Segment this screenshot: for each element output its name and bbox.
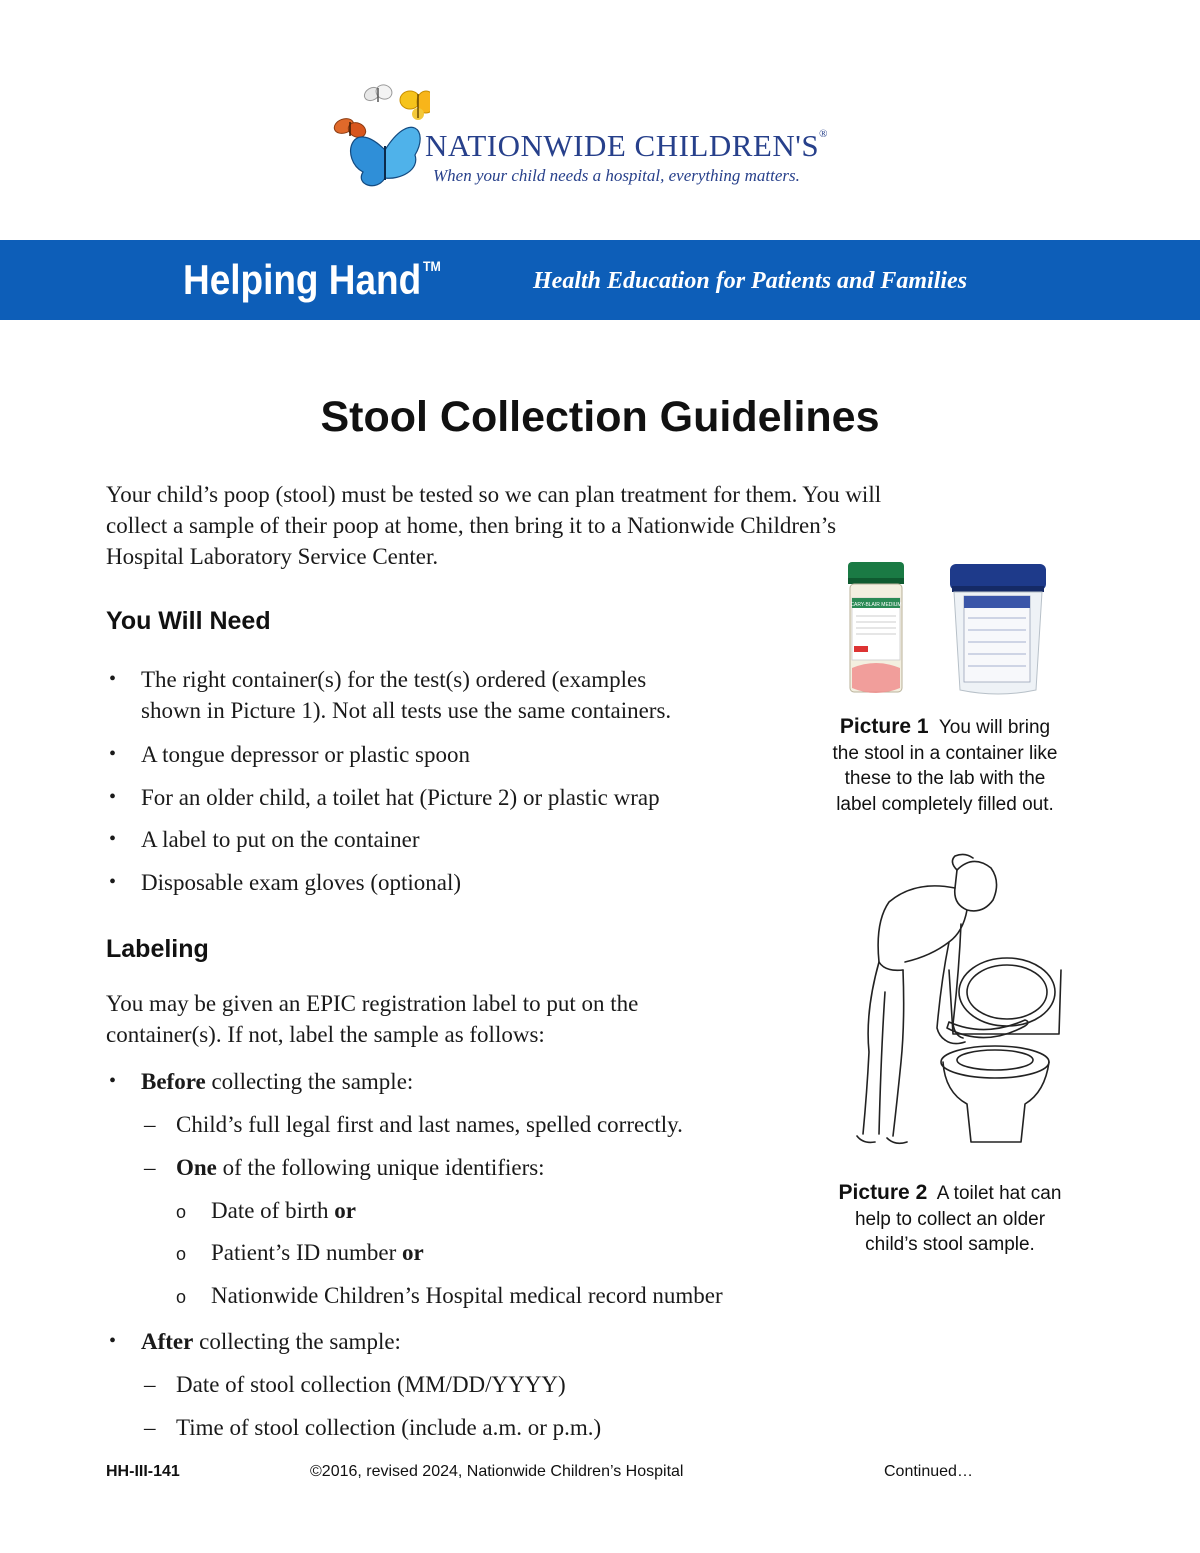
logo-wordmark-2: CHILDREN'S — [634, 128, 820, 163]
caption-text: child’s stool sample. — [865, 1234, 1035, 1255]
section-heading-labeling: Labeling — [106, 935, 209, 963]
picture-1-containers-image — [840, 558, 1060, 703]
labeling-intro-line: container(s). If not, label the sample as follows: — [106, 1022, 545, 1047]
identifier-text: Nationwide Children’s Hospital medical record number — [211, 1283, 723, 1308]
bold-before: Before — [141, 1069, 206, 1094]
sub-list-item: Date of stool collection (MM/DD/YYYY) — [176, 1372, 566, 1397]
picture-1-label: Picture 1 — [839, 715, 929, 738]
document-code: HH-III-141 — [106, 1463, 180, 1480]
intro-line: Your child’s poop (stool) must be tested so we can plan treatment for them. You will — [106, 482, 882, 507]
tube-label-text: CARY-BLAIR MEDIUM — [850, 602, 902, 608]
before-text: collecting the sample: — [205, 1069, 414, 1094]
identifier-or: or — [334, 1198, 356, 1223]
bullet-icon: • — [109, 871, 117, 893]
bullet-icon: • — [109, 786, 117, 808]
bold-after: After — [141, 1329, 194, 1354]
bullet-icon: • — [109, 743, 117, 765]
bullet-icon: • — [109, 668, 117, 690]
picture-2-caption — [810, 1180, 1090, 1258]
registered-mark: ® — [819, 128, 828, 140]
identifier-text: Patient’s ID number — [211, 1240, 402, 1265]
identifier-item — [211, 1280, 723, 1311]
section-heading-you-will-need: You Will Need — [106, 607, 271, 635]
bullet-icon: • — [109, 828, 117, 850]
list-item-after — [141, 1326, 401, 1357]
need-list — [106, 664, 806, 904]
bullet-icon: • — [109, 1330, 117, 1352]
bold-one: One — [176, 1155, 217, 1180]
copyright: ©2016, revised 2024, Nationwide Children’s Hospital — [310, 1463, 684, 1480]
list-item: Disposable exam gloves (optional) — [141, 870, 462, 895]
caption-text: the stool in a container like — [832, 742, 1058, 764]
caption-text: label completely filled out. — [836, 793, 1054, 815]
caption-text: help to collect an older — [854, 1208, 1046, 1230]
dash-icon: – — [144, 1155, 156, 1180]
identifier-text: Date of birth — [211, 1198, 335, 1223]
banner-title-text: Helping Hand — [183, 256, 422, 303]
butterflies-icon — [330, 78, 430, 193]
picture-1-caption — [810, 714, 1080, 817]
logo-tagline: When your child needs a hospital, everything matters. — [433, 166, 800, 185]
picture-2-toilet-hat-drawing — [845, 852, 1070, 1152]
banner-title — [183, 256, 441, 304]
intro-line: collect a sample of their poop at home, then bring it to a Nationwide Children’s — [106, 513, 837, 538]
trademark-mark: TM — [422, 258, 441, 274]
sub-list-item — [176, 1152, 545, 1183]
circle-bullet-icon: o — [176, 1287, 187, 1307]
list-item: The right container(s) for the test(s) ordered (examples — [141, 667, 647, 692]
banner-subtitle: Health Education for Patients and Families — [533, 268, 968, 294]
bullet-icon: • — [109, 1070, 117, 1092]
continued-note: Continued… — [884, 1463, 973, 1480]
intro-line: Hospital Laboratory Service Center. — [106, 544, 439, 569]
caption-text: these to the lab with the — [844, 768, 1046, 789]
labeling-intro — [106, 988, 806, 1050]
list-item: A tongue depressor or plastic spoon — [141, 742, 470, 767]
hospital-logo — [330, 78, 830, 193]
one-text: of the following unique identifiers: — [216, 1155, 545, 1180]
sub-list-item: Child’s full legal first and last names, spelled correctly. — [176, 1112, 683, 1137]
labeling-list — [106, 1066, 826, 1446]
caption-text: A toilet hat can — [936, 1183, 1062, 1204]
identifier-item — [211, 1237, 424, 1268]
circle-bullet-icon: o — [176, 1244, 187, 1264]
list-item: A label to put on the container — [141, 827, 420, 852]
circle-bullet-icon: o — [176, 1202, 187, 1222]
after-text: collecting the sample: — [193, 1329, 401, 1354]
identifier-or: or — [402, 1240, 424, 1265]
logo-wordmark-1: NATIONWIDE — [425, 128, 627, 163]
list-item: shown in Picture 1). Not all tests use the same containers. — [141, 698, 672, 723]
labeling-intro-line: You may be given an EPIC registration label to put on the — [106, 991, 639, 1016]
list-item-before — [141, 1066, 413, 1097]
caption-text: You will bring — [938, 717, 1051, 738]
page-title: Stool Collection Guidelines — [320, 393, 880, 441]
dash-icon: – — [144, 1372, 156, 1397]
identifier-item — [211, 1195, 356, 1226]
sub-list-item: Time of stool collection (include a.m. or p.m.) — [176, 1415, 602, 1440]
list-item: For an older child, a toilet hat (Picture 2) or plastic wrap — [141, 785, 660, 810]
picture-2-label: Picture 2 — [838, 1181, 928, 1204]
dash-icon: – — [144, 1112, 156, 1137]
dash-icon: – — [144, 1415, 156, 1440]
